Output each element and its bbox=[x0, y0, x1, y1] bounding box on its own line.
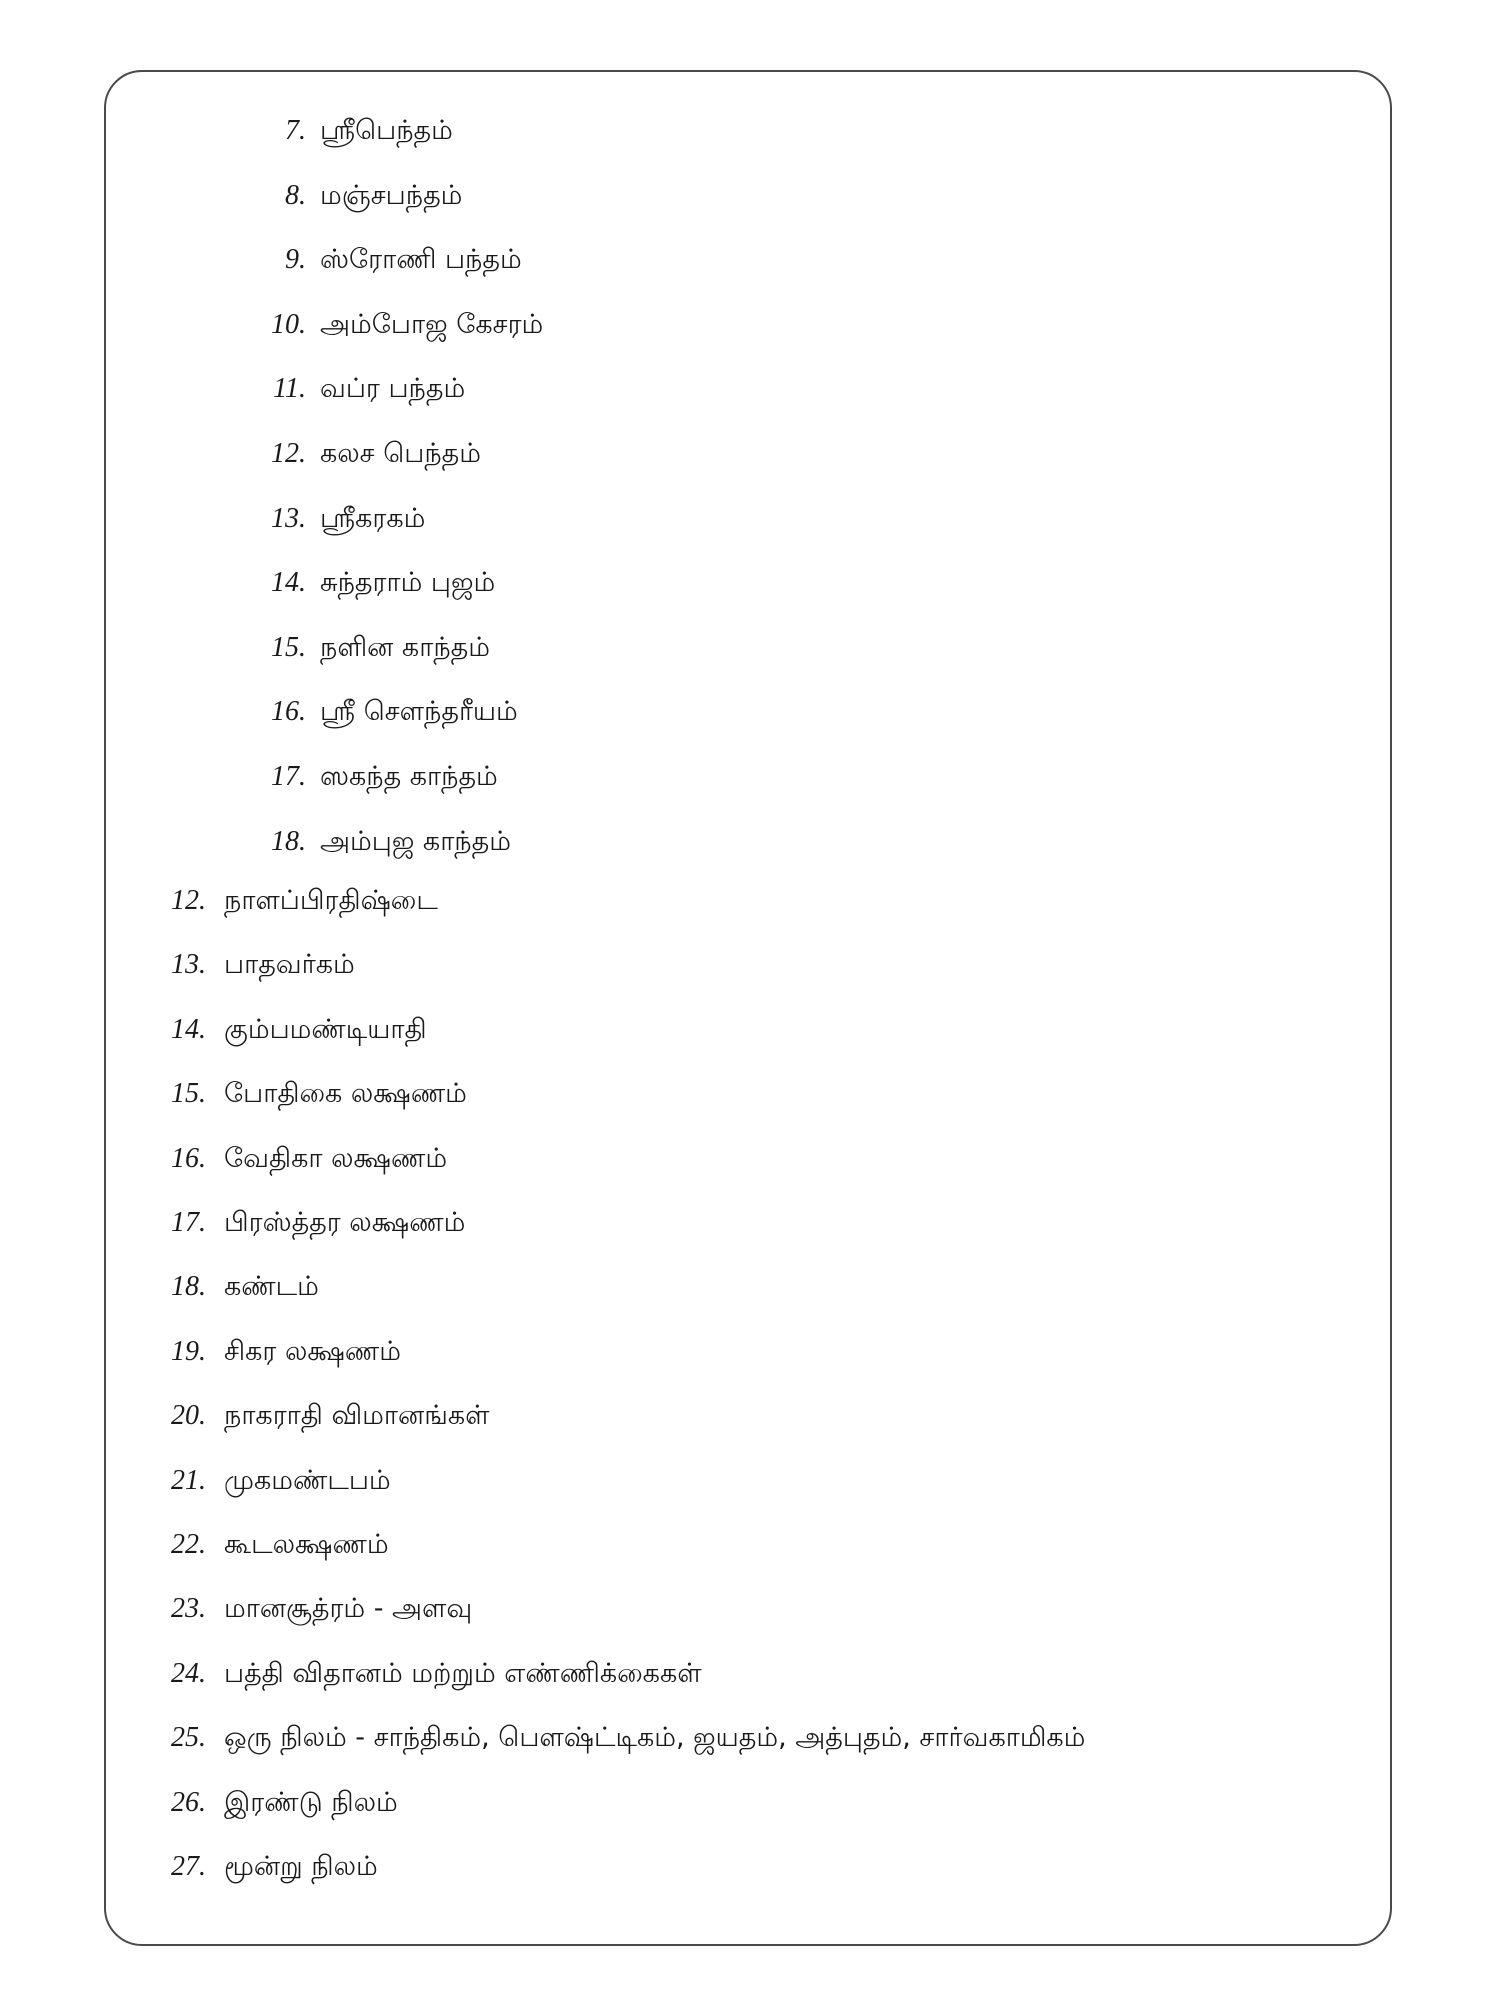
item-text: ஸ்ரீகரகம் bbox=[320, 503, 426, 534]
item-text: நாகராதி விமானங்கள் bbox=[224, 1400, 490, 1431]
item-text: கலச பெந்தம் bbox=[320, 438, 481, 469]
item-text: சுந்தராம் புஜம் bbox=[320, 567, 496, 598]
item-number: 15. bbox=[171, 1078, 206, 1109]
item-text: நளின காந்தம் bbox=[320, 632, 490, 663]
item-text: கும்பமண்டியாதி bbox=[224, 1014, 427, 1045]
item-number: 23. bbox=[171, 1593, 206, 1624]
item-number: 13. bbox=[171, 949, 206, 980]
item-number: 20. bbox=[171, 1400, 206, 1431]
item-number: 7. bbox=[285, 115, 306, 146]
item-number: 26. bbox=[171, 1787, 206, 1818]
item-number: 17. bbox=[271, 761, 306, 792]
item-number: 16. bbox=[271, 696, 306, 727]
item-text: முகமண்டபம் bbox=[224, 1465, 391, 1496]
item-text: வேதிகா லக்ஷணம் bbox=[224, 1143, 448, 1174]
item-number: 12. bbox=[271, 438, 306, 469]
item-number: 16. bbox=[171, 1143, 206, 1174]
item-text: கூடலக்ஷணம் bbox=[224, 1529, 389, 1560]
item-text: மானசூத்ரம் - அளவு bbox=[224, 1593, 473, 1624]
item-text: ஸ்ரோணி பந்தம் bbox=[320, 244, 522, 275]
item-number: 14. bbox=[171, 1014, 206, 1045]
item-number: 12. bbox=[171, 885, 206, 916]
item-text: ஒரு நிலம் - சாந்திகம், பௌஷ்ட்டிகம், ஜயதம், அத்புதம், சார்வகாமிகம் bbox=[224, 1722, 1086, 1753]
item-number: 25. bbox=[171, 1722, 206, 1753]
item-number: 24. bbox=[171, 1658, 206, 1689]
item-number: 15. bbox=[271, 632, 306, 663]
item-text: ஸ்ரீபெந்தம் bbox=[320, 115, 453, 146]
item-text: பாதவர்கம் bbox=[224, 949, 355, 980]
item-text: ஸகந்த காந்தம் bbox=[320, 761, 498, 792]
item-text: அம்புஜ காந்தம் bbox=[320, 826, 511, 857]
item-number: 11. bbox=[273, 373, 306, 404]
item-text: ஸ்ரீ சௌந்தரீயம் bbox=[320, 696, 518, 727]
item-number: 22. bbox=[171, 1529, 206, 1560]
item-number: 21. bbox=[171, 1465, 206, 1496]
item-number: 8. bbox=[285, 180, 306, 211]
item-text: பத்தி விதானம் மற்றும் எண்ணிக்கைகள் bbox=[224, 1658, 702, 1689]
item-text: வப்ர பந்தம் bbox=[320, 373, 466, 404]
item-text: பிரஸ்த்தர லக்ஷணம் bbox=[224, 1207, 466, 1238]
item-number: 14. bbox=[271, 567, 306, 598]
item-number: 19. bbox=[171, 1336, 206, 1367]
item-text: போதிகை லக்ஷணம் bbox=[224, 1078, 467, 1109]
item-number: 18. bbox=[271, 826, 306, 857]
item-text: சிகர லக்ஷணம் bbox=[224, 1336, 401, 1367]
item-number: 27. bbox=[171, 1851, 206, 1882]
item-text: கண்டம் bbox=[224, 1271, 319, 1302]
item-number: 10. bbox=[271, 309, 306, 340]
item-text: அம்போஜ கேசரம் bbox=[320, 309, 544, 340]
item-number: 13. bbox=[271, 503, 306, 534]
item-text: மஞ்சபந்தம் bbox=[320, 180, 463, 211]
item-number: 17. bbox=[171, 1207, 206, 1238]
item-text: நாளப்பிரதிஷ்டை bbox=[224, 885, 438, 916]
item-text: மூன்று நிலம் bbox=[224, 1851, 378, 1882]
item-number: 18. bbox=[171, 1271, 206, 1302]
item-text: இரண்டு நிலம் bbox=[224, 1787, 398, 1818]
item-number: 9. bbox=[285, 244, 306, 275]
